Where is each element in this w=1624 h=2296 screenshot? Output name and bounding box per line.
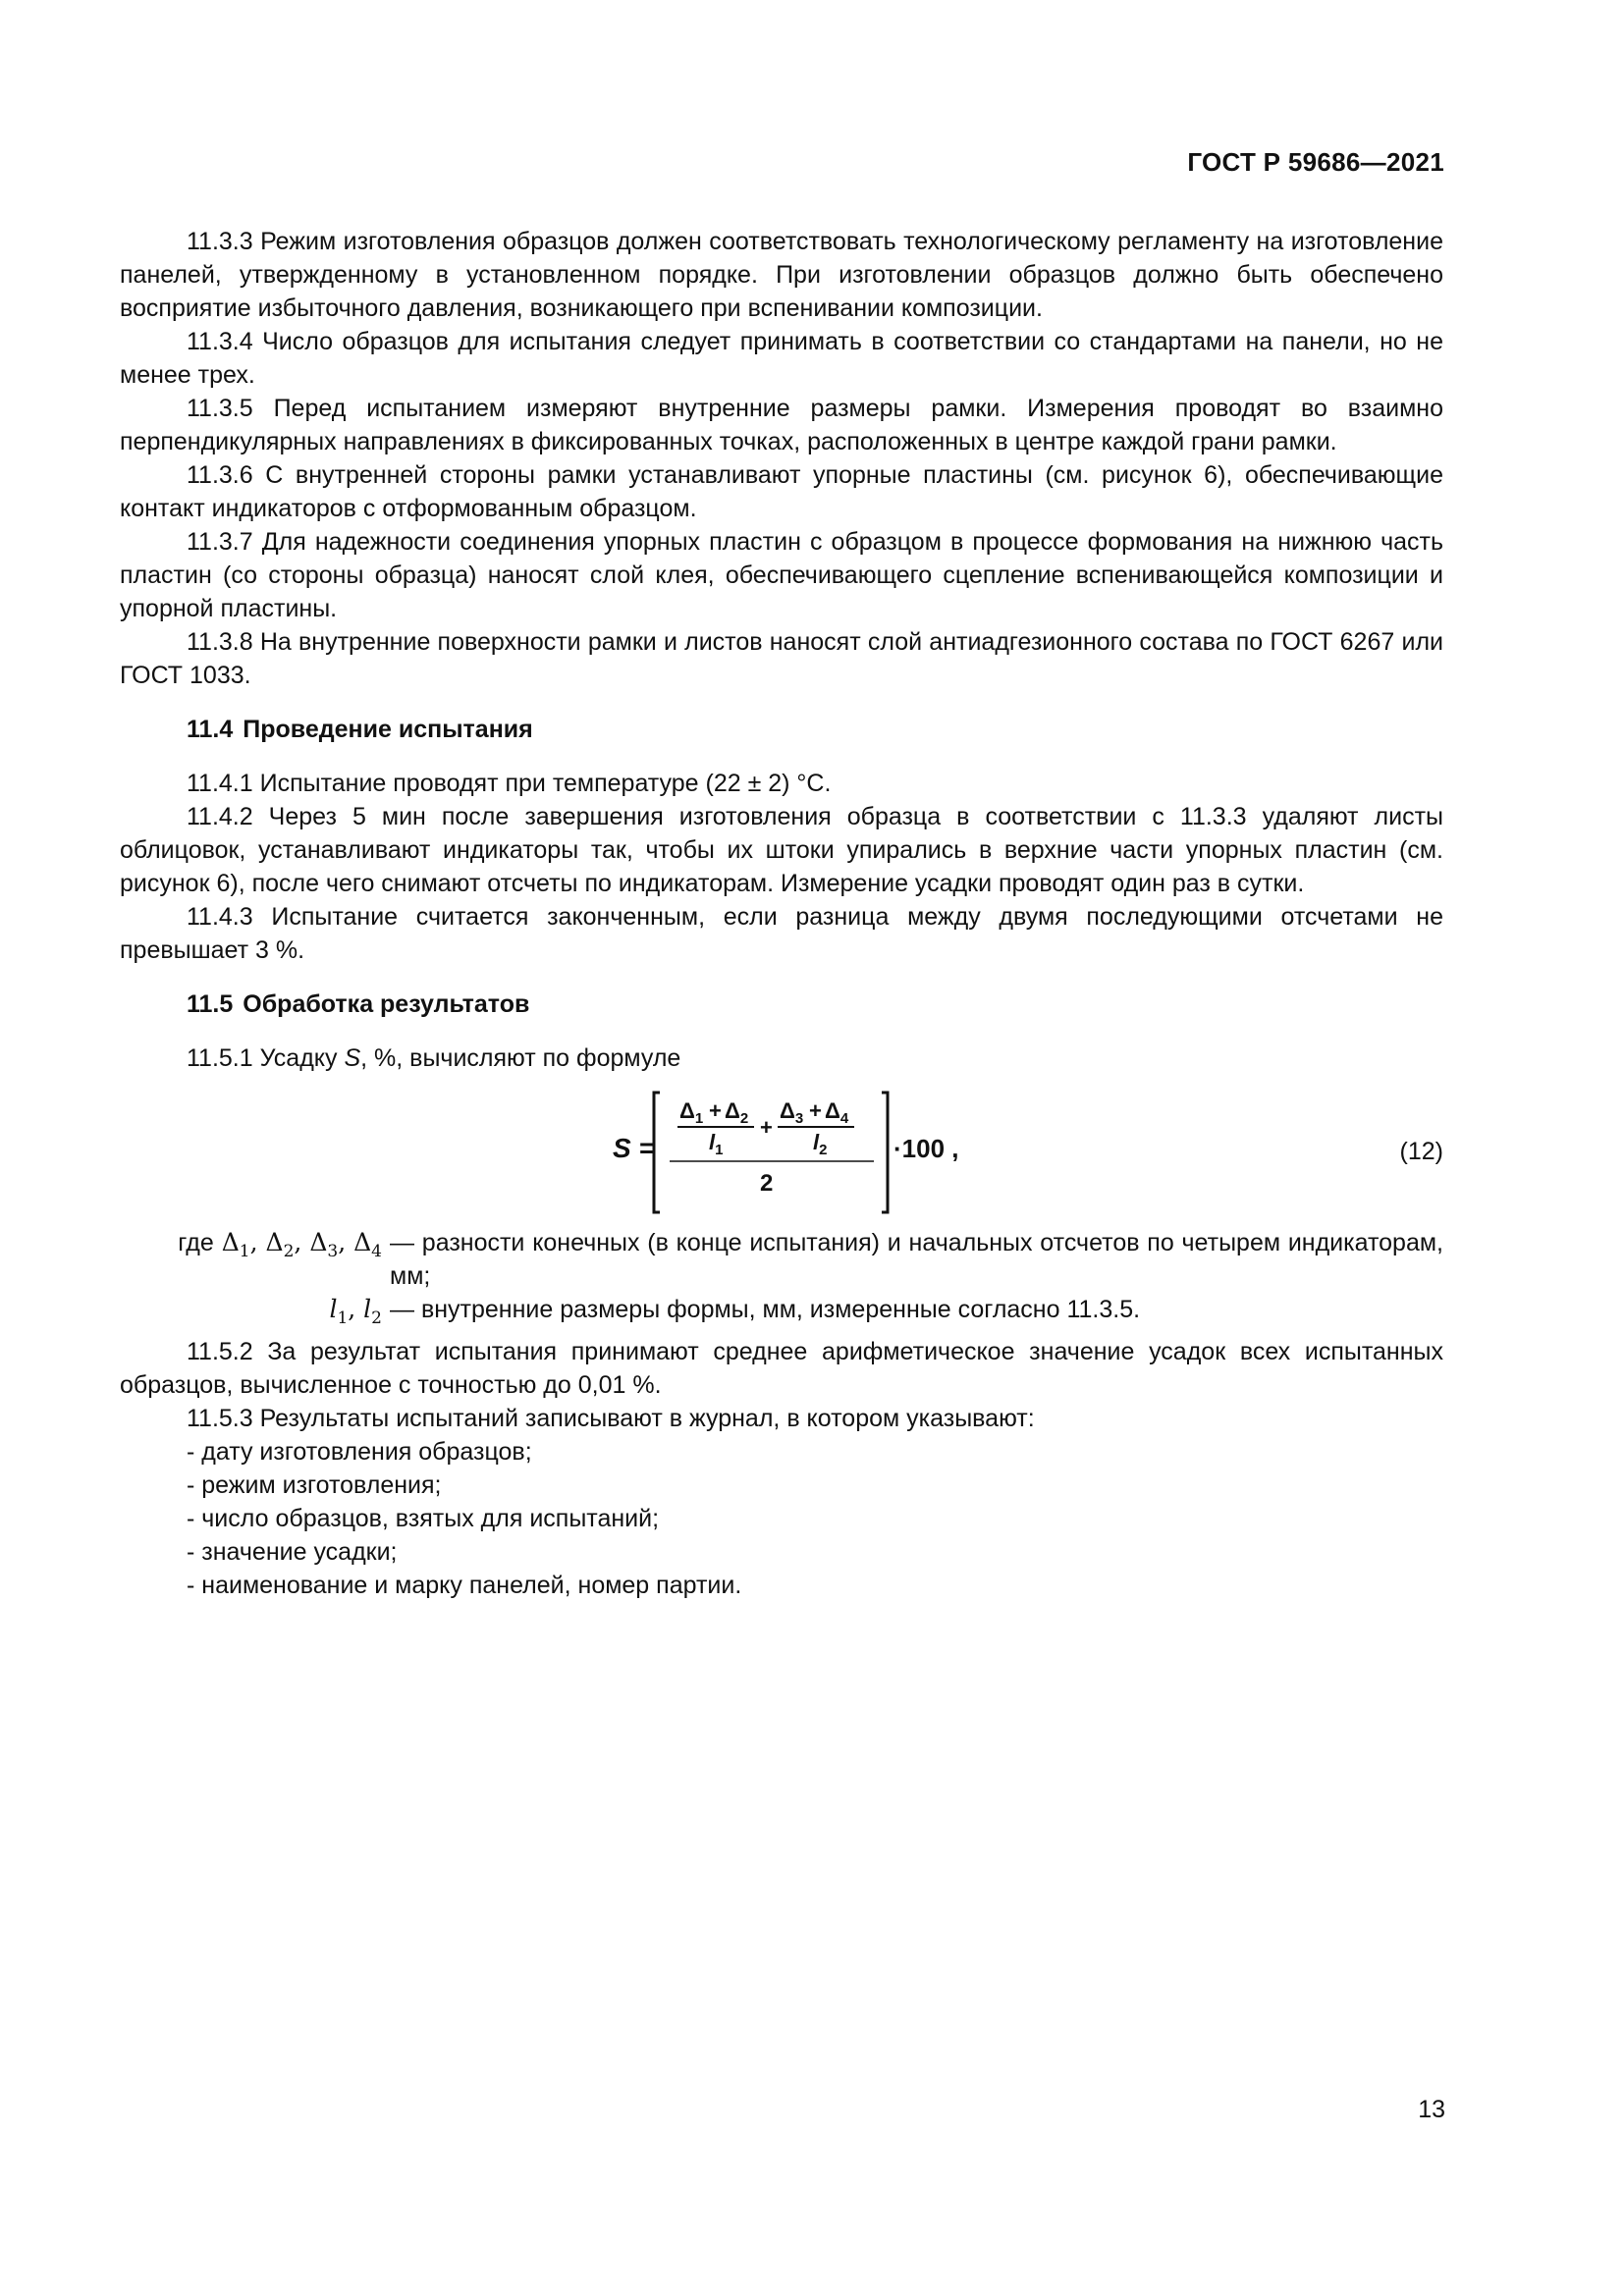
page-number: 13 [1418, 2096, 1445, 2123]
where-line-2 [120, 1293, 1443, 1335]
where-definition-1: — разности конечных (в конце испытания) и начальных отсчетов по четырем индикаторам, мм; [390, 1229, 1443, 1290]
formula-multiplier: ·100 , [893, 1134, 959, 1163]
paragraph-11-5-3: 11.5.3 Результаты испытаний записывают в журнал, в котором указывают: [187, 1405, 1035, 1432]
where-symbol-1: где $\Delta_1$, $\Delta_2$, $\Delta_3$, $\Delta_4$ [178, 1228, 382, 1261]
formula-12 [120, 1087, 1443, 1218]
where-line-1 [120, 1226, 1443, 1293]
text-fragment: , %, вычисляют по формуле [360, 1044, 681, 1072]
text-fragment: 11.5.1 Усадку [187, 1044, 345, 1072]
paragraph-11-3-3: 11.3.3 Режим изготовления образцов должен соответствовать технологическому регламенту на изготовление панелей, утвержденному в установленном порядке. При изготовлении образцов должно быть обеспечено восприятие избыточного давления, возникающего при вспенивании композиции. [120, 228, 1443, 322]
paragraph-11-3-5: 11.3.5 Перед испытанием измеряют внутренние размеры рамки. Измерения проводят во взаимно перпендикулярных направлениях в фиксированных точках, расположенных в центре каждой грани рамки. [120, 395, 1443, 455]
paragraph-11-3-4: 11.3.4 Число образцов для испытания следует принимать в соответствии со стандартами на панели, но не менее трех. [120, 328, 1443, 389]
right-bracket [882, 1093, 888, 1212]
section-heading-11-4 [120, 713, 1443, 746]
paragraph-11-4-3: 11.4.3 Испытание считается законченным, если разница между двумя последующими отсчетами не превышает 3 %. [120, 903, 1443, 964]
formula-graphic [613, 1087, 1084, 1218]
left-bracket [654, 1093, 660, 1212]
l-2: $l_2$ [813, 1130, 828, 1158]
delta-4: $\Delta_4$ [825, 1098, 849, 1127]
where-definition-2: — внутренние размеры формы, мм, измеренные согласно 11.3.5. [390, 1296, 1141, 1323]
plus-between: + [760, 1115, 773, 1140]
section-number: 11.5 [187, 990, 234, 1018]
paragraph-11-3-7: 11.3.7 Для надежности соединения упорных пластин с образцом в процессе формования на нижнюю часть пластин (со стороны образца) наносят слой клея, обеспечивающего сцепление вспенивающейся композиции и упорной пластины. [120, 528, 1443, 622]
list-item: - значение усадки; [187, 1538, 398, 1566]
plus-inner-1: + [709, 1098, 722, 1123]
paragraph-11-3-6: 11.3.6 С внутренней стороны рамки устанавливают упорные пластины (см. рисунок 6), обеспечивающие контакт индикаторов с отформованным образцом. [120, 461, 1443, 522]
list-item: - дату изготовления образцов; [187, 1438, 532, 1466]
l-1: $l_1$ [709, 1130, 724, 1158]
paragraph-11-4-1: 11.4.1 Испытание проводят при температуре (22 ± 2) °С. [187, 770, 832, 797]
where-label: где [178, 1229, 214, 1256]
formula-lhs: S = [613, 1133, 655, 1163]
page-content [120, 225, 1443, 1602]
document-code: ГОСТ Р 59686—2021 [1187, 147, 1444, 177]
delta-2: $\Delta_2$ [725, 1098, 749, 1127]
delta-3: $\Delta_3$ [780, 1098, 804, 1127]
paragraph-11-3-8: 11.3.8 На внутренние поверхности рамки и листов наносят слой антиадгезионного состава по ГОСТ 6267 или ГОСТ 1033. [120, 628, 1443, 689]
section-title: Проведение испытания [243, 716, 533, 743]
section-heading-11-5 [120, 988, 1443, 1021]
where-symbol-2: $l_1$, $l_2$ [329, 1295, 382, 1328]
section-title: Обработка результатов [243, 990, 530, 1018]
paragraph-11-4-2: 11.4.2 Через 5 мин после завершения изготовления образца в соответствии с 11.3.3 удаляют листы облицовок, устанавливают индикаторы так, чтобы их штоки упирались в верхние части упорных пластин (см. рисунок 6), после чего снимают отсчеты по индикаторам. Измерение усадки проводят один раз в сутки. [120, 803, 1443, 897]
list-item: - число образцов, взятых для испытаний; [187, 1505, 660, 1532]
list-item: - наименование и марку панелей, номер партии. [187, 1572, 742, 1599]
variable-s: S [344, 1044, 361, 1072]
plus-inner-2: + [809, 1098, 822, 1123]
denominator: 2 [760, 1170, 774, 1197]
equation-number: (12) [1399, 1138, 1443, 1165]
list-item: - режим изготовления; [187, 1471, 442, 1499]
paragraph-11-5-2: 11.5.2 За результат испытания принимают среднее арифметическое значение усадок всех испытанных образцов, вычисленное с точностью до 0,01 %. [120, 1338, 1443, 1399]
paragraph-11-5-1 [120, 1041, 1443, 1075]
delta-1: $\Delta_1$ [679, 1098, 704, 1127]
where-block [120, 1226, 1443, 1335]
section-number: 11.4 [187, 716, 234, 743]
